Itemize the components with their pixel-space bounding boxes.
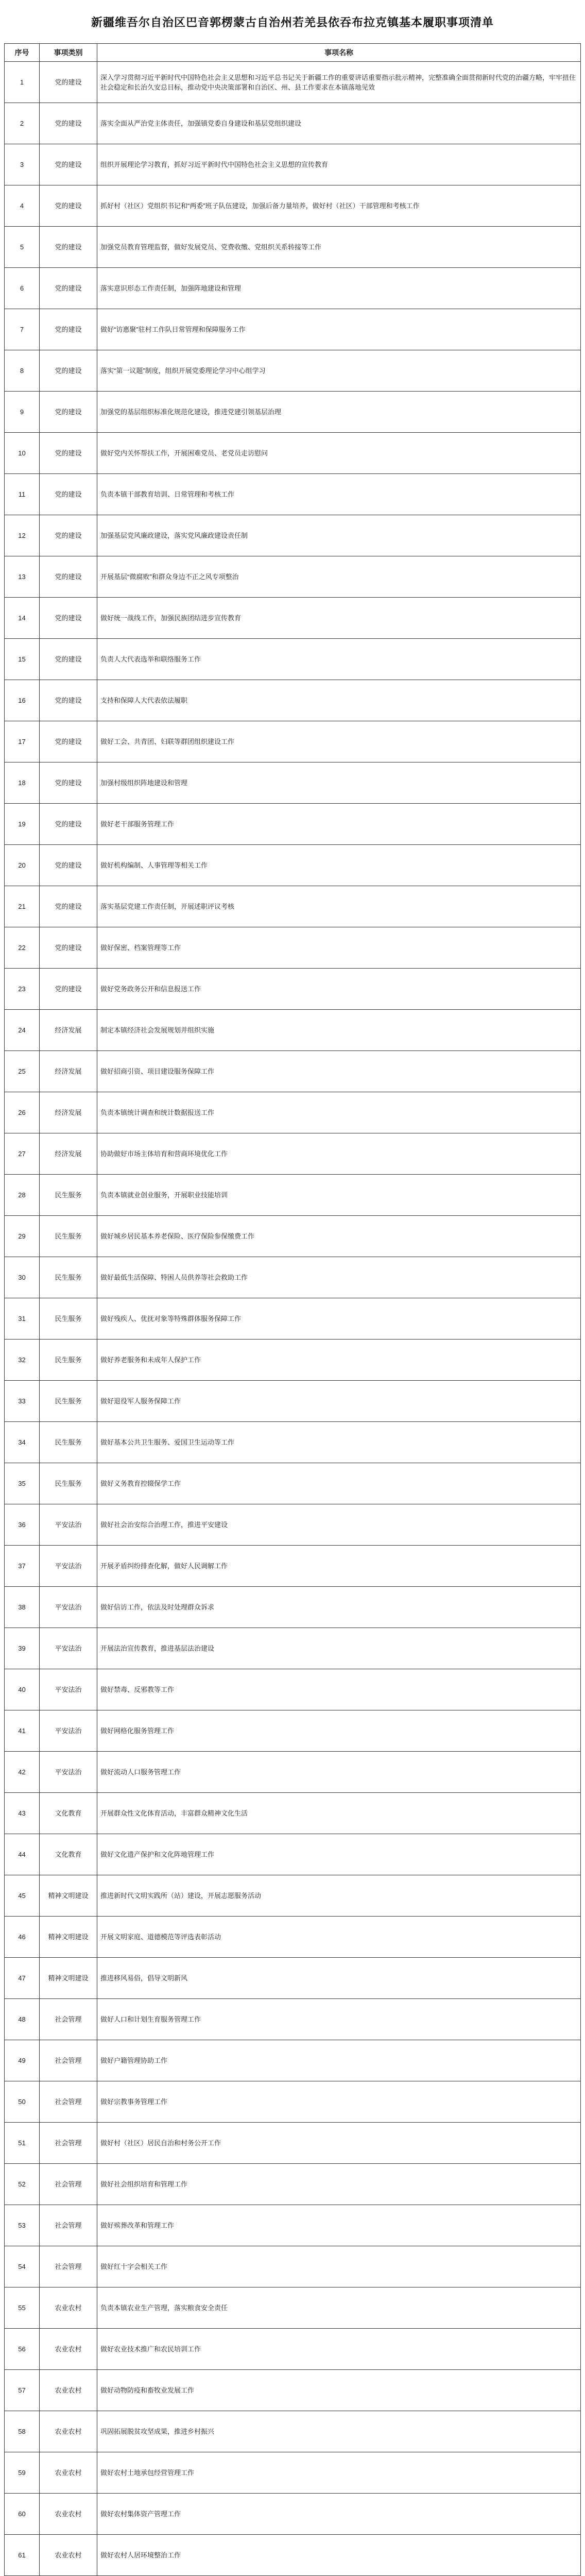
- row-item: 做好残疾人、优抚对象等特殊群体服务保障工作: [97, 1298, 581, 1340]
- row-number: 21: [5, 886, 40, 927]
- table-row: [5, 804, 581, 845]
- row-category: 党的建设: [40, 309, 97, 350]
- row-item: 做好“访惠聚”驻村工作队日常管理和保障服务工作: [97, 309, 581, 350]
- table-row: [5, 2494, 581, 2535]
- row-category: 平安法治: [40, 1546, 97, 1587]
- row-item: 做好信访工作，依法及时处理群众诉求: [97, 1587, 581, 1628]
- row-category: 党的建设: [40, 804, 97, 845]
- row-number: 51: [5, 2123, 40, 2164]
- row-number: 57: [5, 2370, 40, 2411]
- table-row: [5, 2040, 581, 2081]
- row-number: 46: [5, 1917, 40, 1958]
- row-number: 25: [5, 1051, 40, 1092]
- row-category: 经济发展: [40, 1092, 97, 1133]
- table-row: [5, 680, 581, 721]
- table-row: [5, 1628, 581, 1669]
- row-item: 开展法治宣传教育，推进基层法治建设: [97, 1628, 581, 1669]
- row-category: 社会管理: [40, 2123, 97, 2164]
- row-item: 做好基本公共卫生服务、爱国卫生运动等工作: [97, 1422, 581, 1463]
- row-category: 党的建设: [40, 721, 97, 762]
- row-item: 推进移风易俗，倡导文明新风: [97, 1958, 581, 1999]
- row-category: 农业农村: [40, 2452, 97, 2494]
- row-category: 民生服务: [40, 1257, 97, 1298]
- row-item: 落实意识形态工作责任制，加强阵地建设和管理: [97, 268, 581, 309]
- row-item: 做好社会治安综合治理工作，推进平安建设: [97, 1504, 581, 1546]
- row-item: 做好机构编制、人事管理等相关工作: [97, 845, 581, 886]
- row-item: 加强村级组织阵地建设和管理: [97, 762, 581, 804]
- table-row: [5, 309, 581, 350]
- row-number: 58: [5, 2411, 40, 2452]
- table-row: [5, 1793, 581, 1834]
- row-number: 15: [5, 639, 40, 680]
- row-number: 49: [5, 2040, 40, 2081]
- row-number: 10: [5, 433, 40, 474]
- row-item: 做好工会、共青团、妇联等群团组织建设工作: [97, 721, 581, 762]
- row-category: 党的建设: [40, 927, 97, 969]
- row-number: 26: [5, 1092, 40, 1133]
- row-number: 53: [5, 2205, 40, 2246]
- row-number: 27: [5, 1133, 40, 1175]
- row-category: 社会管理: [40, 2081, 97, 2123]
- row-category: 党的建设: [40, 556, 97, 598]
- row-number: 34: [5, 1422, 40, 1463]
- row-category: 文化教育: [40, 1834, 97, 1875]
- row-number: 35: [5, 1463, 40, 1504]
- row-item: 做好农业技术推广和农民培训工作: [97, 2329, 581, 2370]
- table-row: [5, 1463, 581, 1504]
- row-number: 40: [5, 1669, 40, 1710]
- table-row: [5, 927, 581, 969]
- table-row: [5, 721, 581, 762]
- table-row: [5, 1298, 581, 1340]
- row-item: 做好党内关怀帮扶工作，开展困难党员、老党员走访慰问: [97, 433, 581, 474]
- row-number: 55: [5, 2287, 40, 2329]
- row-item: 做好文化遗产保护和文化阵地管理工作: [97, 1834, 581, 1875]
- row-category: 民生服务: [40, 1216, 97, 1257]
- table-row: [5, 845, 581, 886]
- row-category: 平安法治: [40, 1587, 97, 1628]
- row-number: 11: [5, 474, 40, 515]
- row-number: 59: [5, 2452, 40, 2494]
- table-row: [5, 1917, 581, 1958]
- table-row: [5, 144, 581, 185]
- row-item: 做好宗教事务管理工作: [97, 2081, 581, 2123]
- row-item: 开展矛盾纠纷排查化解，做好人民调解工作: [97, 1546, 581, 1587]
- row-item: 做好禁毒、反邪教等工作: [97, 1669, 581, 1710]
- row-number: 6: [5, 268, 40, 309]
- row-number: 38: [5, 1587, 40, 1628]
- row-item: 做好党务政务公开和信息报送工作: [97, 969, 581, 1010]
- row-number: 22: [5, 927, 40, 969]
- row-item: 抓好村（社区）党组织书记和“两委”班子队伍建设，加强后备力量培养，做好村（社区）干部管理和考核工作: [97, 185, 581, 227]
- table-row: [5, 1875, 581, 1917]
- row-number: 29: [5, 1216, 40, 1257]
- table-row: [5, 392, 581, 433]
- row-category: 平安法治: [40, 1752, 97, 1793]
- row-item: 做好社会组织培育和管理工作: [97, 2164, 581, 2205]
- row-item: 做好退役军人服务保障工作: [97, 1381, 581, 1422]
- row-item: 落实基层党建工作责任制，开展述职评议考核: [97, 886, 581, 927]
- row-item: 做好红十字会相关工作: [97, 2246, 581, 2287]
- row-item: 负责本镇就业创业服务，开展职业技能培训: [97, 1175, 581, 1216]
- table-row: [5, 2411, 581, 2452]
- row-item: 做好老干部服务管理工作: [97, 804, 581, 845]
- table-row: [5, 1175, 581, 1216]
- row-category: 党的建设: [40, 433, 97, 474]
- row-category: 民生服务: [40, 1175, 97, 1216]
- row-number: 28: [5, 1175, 40, 1216]
- row-item: 落实“第一议题”制度，组织开展党委理论学习中心组学习: [97, 350, 581, 392]
- row-item: 做好网格化服务管理工作: [97, 1710, 581, 1752]
- row-number: 7: [5, 309, 40, 350]
- row-item: 深入学习贯彻习近平新时代中国特色社会主义思想和习近平总书记关于新疆工作的重要讲话重要指示批示精神，完整准确全面贯彻新时代党的治疆方略，牢牢扭住社会稳定和长治久安总目标，推动党中央决策部署和自治区、州、县工作要求在本镇落地见效: [97, 62, 581, 103]
- row-category: 党的建设: [40, 762, 97, 804]
- table-row: [5, 2287, 581, 2329]
- row-category: 平安法治: [40, 1669, 97, 1710]
- row-item: 加强基层党风廉政建设，落实党风廉政建设责任制: [97, 515, 581, 556]
- row-category: 社会管理: [40, 1999, 97, 2040]
- table-row: [5, 1051, 581, 1092]
- row-number: 41: [5, 1710, 40, 1752]
- row-item: 负责本镇统计调查和统计数据报送工作: [97, 1092, 581, 1133]
- table-row: [5, 103, 581, 144]
- header-item: 事项名称: [97, 44, 581, 62]
- row-number: 9: [5, 392, 40, 433]
- row-category: 经济发展: [40, 1010, 97, 1051]
- table-row: [5, 1092, 581, 1133]
- table-row: [5, 762, 581, 804]
- row-category: 社会管理: [40, 2040, 97, 2081]
- row-category: 党的建设: [40, 144, 97, 185]
- row-category: 党的建设: [40, 598, 97, 639]
- row-item: 做好村（社区）居民自治和村务公开工作: [97, 2123, 581, 2164]
- row-item: 负责本镇农业生产管理，落实粮食安全责任: [97, 2287, 581, 2329]
- row-number: 13: [5, 556, 40, 598]
- row-item: 做好城乡居民基本养老保险、医疗保险参保缴费工作: [97, 1216, 581, 1257]
- document-title: 新疆维吾尔自治区巴音郭楞蒙古自治州若羌县依吞布拉克镇基本履职事项清单: [91, 15, 494, 29]
- row-number: 1: [5, 62, 40, 103]
- table-row: [5, 227, 581, 268]
- table-row: [5, 1257, 581, 1298]
- row-number: 5: [5, 227, 40, 268]
- row-item: 做好招商引资、项目建设服务保障工作: [97, 1051, 581, 1092]
- table-row: [5, 886, 581, 927]
- row-number: 54: [5, 2246, 40, 2287]
- row-number: 8: [5, 350, 40, 392]
- table-row: [5, 515, 581, 556]
- row-item: 巩固拓展脱贫攻坚成果，推进乡村振兴: [97, 2411, 581, 2452]
- row-number: 3: [5, 144, 40, 185]
- row-number: 16: [5, 680, 40, 721]
- table-row: [5, 1216, 581, 1257]
- table-row: [5, 2535, 581, 2576]
- row-item: 负责人大代表选举和联络服务工作: [97, 639, 581, 680]
- row-category: 社会管理: [40, 2164, 97, 2205]
- row-item: 做好农村人居环境整治工作: [97, 2535, 581, 2576]
- row-item: 做好人口和计划生育服务管理工作: [97, 1999, 581, 2040]
- row-item: 开展基层“微腐败”和群众身边不正之风专项整治: [97, 556, 581, 598]
- header-no: 序号: [5, 44, 40, 62]
- table-row: [5, 1710, 581, 1752]
- row-category: 党的建设: [40, 845, 97, 886]
- row-category: 平安法治: [40, 1710, 97, 1752]
- row-number: 61: [5, 2535, 40, 2576]
- row-number: 44: [5, 1834, 40, 1875]
- row-number: 39: [5, 1628, 40, 1669]
- table-row: [5, 639, 581, 680]
- row-number: 36: [5, 1504, 40, 1546]
- row-item: 加强党员教育管理监督，做好发展党员、党费收缴、党组织关系转接等工作: [97, 227, 581, 268]
- duty-table: [4, 43, 581, 2576]
- row-item: 做好义务教育控辍保学工作: [97, 1463, 581, 1504]
- row-number: 56: [5, 2329, 40, 2370]
- row-item: 组织开展理论学习教育，抓好习近平新时代中国特色社会主义思想的宣传教育: [97, 144, 581, 185]
- row-item: 做好动物防疫和畜牧业发展工作: [97, 2370, 581, 2411]
- table-row: [5, 598, 581, 639]
- row-number: 31: [5, 1298, 40, 1340]
- row-item: 加强党的基层组织标准化规范化建设，推进党建引领基层治理: [97, 392, 581, 433]
- row-category: 精神文明建设: [40, 1875, 97, 1917]
- row-number: 42: [5, 1752, 40, 1793]
- row-item: 做好流动人口服务管理工作: [97, 1752, 581, 1793]
- row-category: 民生服务: [40, 1422, 97, 1463]
- row-number: 24: [5, 1010, 40, 1051]
- row-number: 30: [5, 1257, 40, 1298]
- row-category: 农业农村: [40, 2329, 97, 2370]
- row-item: 做好农村集体资产管理工作: [97, 2494, 581, 2535]
- table-row: [5, 2205, 581, 2246]
- table-row: [5, 1340, 581, 1381]
- row-item: 做好殡葬改革和管理工作: [97, 2205, 581, 2246]
- table-row: [5, 62, 581, 103]
- row-category: 党的建设: [40, 639, 97, 680]
- row-category: 文化教育: [40, 1793, 97, 1834]
- table-row: [5, 2370, 581, 2411]
- row-category: 农业农村: [40, 2287, 97, 2329]
- table-row: [5, 474, 581, 515]
- row-category: 党的建设: [40, 185, 97, 227]
- table-row: [5, 1834, 581, 1875]
- row-number: 43: [5, 1793, 40, 1834]
- row-number: 19: [5, 804, 40, 845]
- row-category: 平安法治: [40, 1504, 97, 1546]
- row-category: 民生服务: [40, 1463, 97, 1504]
- row-category: 党的建设: [40, 103, 97, 144]
- row-number: 12: [5, 515, 40, 556]
- row-category: 党的建设: [40, 680, 97, 721]
- row-item: 做好最低生活保障、特困人员供养等社会救助工作: [97, 1257, 581, 1298]
- row-item: 制定本镇经济社会发展规划并组织实施: [97, 1010, 581, 1051]
- table-row: [5, 1669, 581, 1710]
- row-number: 20: [5, 845, 40, 886]
- row-category: 经济发展: [40, 1133, 97, 1175]
- row-number: 32: [5, 1340, 40, 1381]
- row-category: 党的建设: [40, 515, 97, 556]
- table-row: [5, 1133, 581, 1175]
- row-number: 33: [5, 1381, 40, 1422]
- row-category: 党的建设: [40, 227, 97, 268]
- row-item: 做好保密、档案管理等工作: [97, 927, 581, 969]
- table-row: [5, 1546, 581, 1587]
- row-category: 党的建设: [40, 969, 97, 1010]
- table-body: [5, 62, 581, 2576]
- row-category: 农业农村: [40, 2494, 97, 2535]
- row-number: 23: [5, 969, 40, 1010]
- table-row: [5, 2081, 581, 2123]
- row-number: 18: [5, 762, 40, 804]
- table-row: [5, 433, 581, 474]
- table-row: [5, 2329, 581, 2370]
- row-number: 45: [5, 1875, 40, 1917]
- row-item: 做好统一战线工作，加强民族团结进步宣传教育: [97, 598, 581, 639]
- row-item: 支持和保障人大代表依法履职: [97, 680, 581, 721]
- table-row: [5, 1587, 581, 1628]
- table-row: [5, 1422, 581, 1463]
- row-number: 47: [5, 1958, 40, 1999]
- row-number: 52: [5, 2164, 40, 2205]
- row-category: 民生服务: [40, 1298, 97, 1340]
- table-header-row: [5, 44, 581, 62]
- table-row: [5, 2452, 581, 2494]
- row-category: 党的建设: [40, 886, 97, 927]
- row-category: 社会管理: [40, 2246, 97, 2287]
- table-row: [5, 1010, 581, 1051]
- row-category: 党的建设: [40, 392, 97, 433]
- table-row: [5, 268, 581, 309]
- row-item: 开展文明家庭、道德模范等评选表彰活动: [97, 1917, 581, 1958]
- table-row: [5, 556, 581, 598]
- table-row: [5, 2123, 581, 2164]
- row-category: 农业农村: [40, 2535, 97, 2576]
- row-category: 经济发展: [40, 1051, 97, 1092]
- row-item: 推进新时代文明实践所（站）建设，开展志愿服务活动: [97, 1875, 581, 1917]
- row-category: 农业农村: [40, 2411, 97, 2452]
- table-row: [5, 1752, 581, 1793]
- row-category: 精神文明建设: [40, 1917, 97, 1958]
- row-category: 党的建设: [40, 474, 97, 515]
- row-category: 社会管理: [40, 2205, 97, 2246]
- row-item: 开展群众性文化体育活动，丰富群众精神文化生活: [97, 1793, 581, 1834]
- row-item: 做好农村土地承包经营管理工作: [97, 2452, 581, 2494]
- row-category: 党的建设: [40, 62, 97, 103]
- row-category: 平安法治: [40, 1628, 97, 1669]
- row-number: 2: [5, 103, 40, 144]
- row-number: 50: [5, 2081, 40, 2123]
- row-item: 协助做好市场主体培育和营商环境优化工作: [97, 1133, 581, 1175]
- row-number: 48: [5, 1999, 40, 2040]
- row-category: 党的建设: [40, 268, 97, 309]
- row-category: 党的建设: [40, 350, 97, 392]
- table-row: [5, 1381, 581, 1422]
- table-row: [5, 969, 581, 1010]
- table-row: [5, 185, 581, 227]
- row-number: 14: [5, 598, 40, 639]
- table-row: [5, 2246, 581, 2287]
- row-category: 农业农村: [40, 2370, 97, 2411]
- row-category: 民生服务: [40, 1381, 97, 1422]
- row-item: 做好养老服务和未成年人保护工作: [97, 1340, 581, 1381]
- row-number: 37: [5, 1546, 40, 1587]
- table-row: [5, 350, 581, 392]
- table-row: [5, 1504, 581, 1546]
- row-number: 17: [5, 721, 40, 762]
- row-item: 落实全面从严治党主体责任，加强镇党委自身建设和基层党组织建设: [97, 103, 581, 144]
- table-row: [5, 1958, 581, 1999]
- table-row: [5, 1999, 581, 2040]
- header-category: 事项类别: [40, 44, 97, 62]
- row-item: 做好户籍管理协助工作: [97, 2040, 581, 2081]
- table-row: [5, 2164, 581, 2205]
- row-category: 民生服务: [40, 1340, 97, 1381]
- row-number: 4: [5, 185, 40, 227]
- row-item: 负责本镇干部教育培训、日常管理和考核工作: [97, 474, 581, 515]
- row-category: 精神文明建设: [40, 1958, 97, 1999]
- row-number: 60: [5, 2494, 40, 2535]
